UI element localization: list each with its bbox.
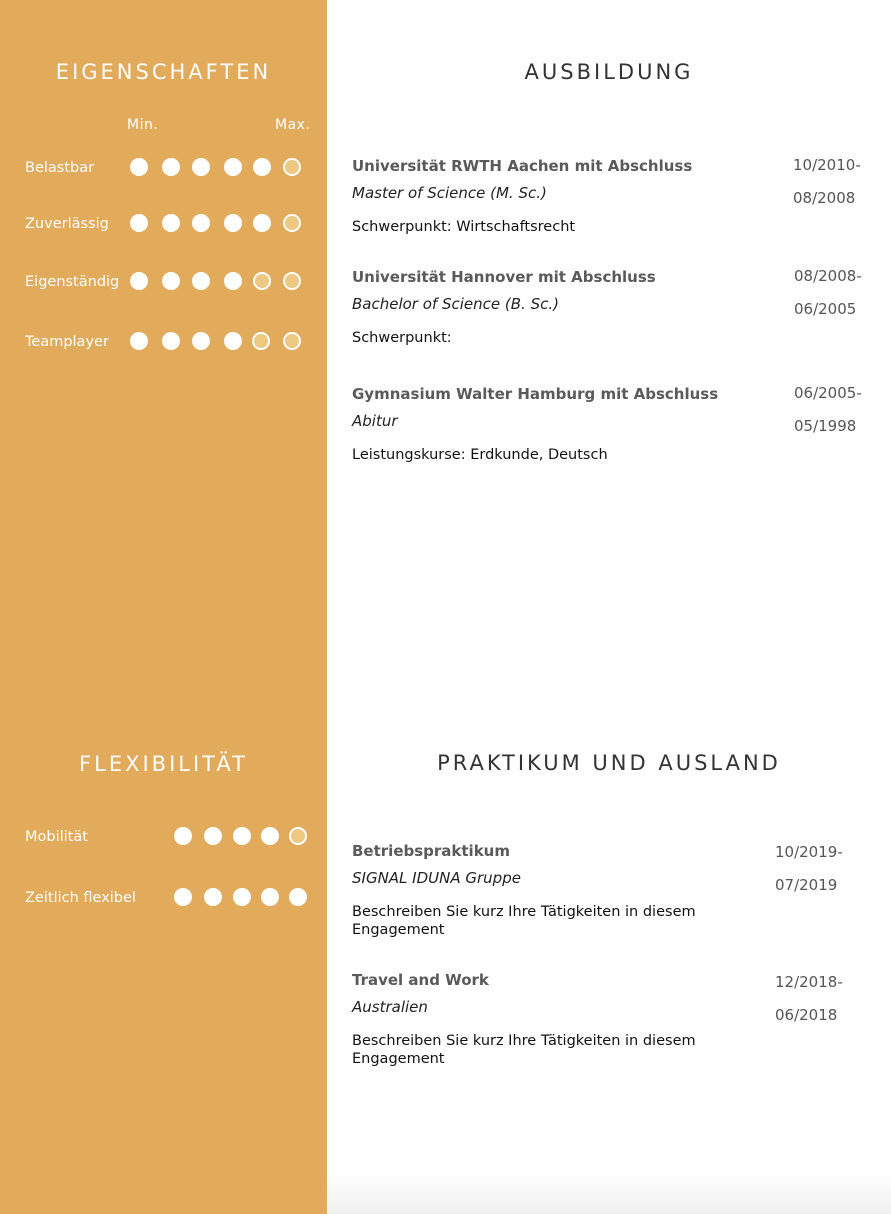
rating-dot-filled [253, 214, 271, 232]
eigenschaften-title: EIGENSCHAFTEN [55, 60, 272, 84]
rating-dot-empty [253, 272, 271, 290]
entry-title: Gymnasium Walter Hamburg mit Abschluss [352, 385, 719, 403]
entry-title: Betriebspraktikum [352, 842, 510, 860]
rating-dot-filled [261, 888, 279, 906]
education-entry [352, 385, 872, 475]
entry-date-end: 08/2008 [793, 189, 856, 207]
scale-max-label: Max. [275, 117, 311, 133]
rating-dot-filled [192, 158, 210, 176]
rating-dot-filled [130, 272, 148, 290]
rating-dot-empty [283, 272, 301, 290]
rating-dot-empty [283, 214, 301, 232]
entry-date-end: 06/2018 [775, 1006, 838, 1024]
entry-date-end: 07/2019 [775, 876, 838, 894]
entry-title: Universität Hannover mit Abschluss [352, 268, 656, 286]
rating-dot-empty [283, 332, 301, 350]
entry-subtitle: Master of Science (M. Sc.) [352, 184, 547, 202]
rating-dot-filled [192, 214, 210, 232]
entry-description: Beschreiben Sie kurz Ihre Tätigkeiten in diesem Engagement [352, 904, 696, 938]
rating-dot-filled [224, 214, 242, 232]
praktikum-title: PRAKTIKUM UND AUSLAND [437, 751, 781, 775]
entry-title: Universität RWTH Aachen mit Abschluss [352, 157, 693, 175]
skill-label: Zeitlich flexibel [25, 890, 136, 906]
skill-row-zuverlaessig [0, 214, 327, 238]
skill-label: Eigenständig [25, 274, 120, 290]
entry-description: Leistungskurse: Erdkunde, Deutsch [352, 447, 608, 463]
rating-dot-filled [204, 888, 222, 906]
rating-dot-filled [192, 332, 210, 350]
skill-row-eigenstaendig [0, 272, 327, 296]
skill-row-zeitlich-flexibel [0, 888, 327, 912]
scale-min-label: Min. [127, 117, 159, 133]
entry-subtitle: Australien [352, 998, 428, 1016]
rating-dot-filled [130, 332, 148, 350]
rating-dot-filled [130, 158, 148, 176]
rating-dot-filled [289, 888, 307, 906]
entry-description: Schwerpunkt: [352, 330, 452, 346]
skill-label: Belastbar [25, 160, 95, 176]
entry-date-start: 10/2010- [793, 156, 861, 174]
skill-label: Teamplayer [25, 334, 109, 350]
rating-dot-filled [233, 888, 251, 906]
rating-dot-filled [162, 158, 180, 176]
entry-date-start: 08/2008- [794, 267, 862, 285]
rating-dot-filled [192, 272, 210, 290]
entry-date-start: 12/2018- [775, 973, 843, 991]
entry-date-end: 05/1998 [794, 417, 857, 435]
skill-label: Zuverlässig [25, 216, 109, 232]
skill-label: Mobilität [25, 829, 88, 845]
rating-dot-filled [253, 158, 271, 176]
skill-row-teamplayer [0, 332, 327, 356]
rating-dot-filled [130, 214, 148, 232]
entry-description: Schwerpunkt: Wirtschaftsrecht [352, 219, 576, 235]
entry-subtitle: Bachelor of Science (B. Sc.) [352, 295, 559, 313]
rating-dot-empty [289, 827, 307, 845]
entry-subtitle: SIGNAL IDUNA Gruppe [352, 869, 521, 887]
rating-dot-filled [162, 332, 180, 350]
rating-dot-filled [224, 272, 242, 290]
page-bottom-fade [327, 1174, 891, 1214]
skill-row-mobilitaet [0, 827, 327, 851]
rating-dot-filled [174, 888, 192, 906]
education-entry [352, 268, 872, 358]
internship-entry [352, 842, 842, 942]
rating-dot-empty [252, 332, 270, 350]
rating-dot-filled [174, 827, 192, 845]
rating-dot-filled [204, 827, 222, 845]
rating-dot-filled [261, 827, 279, 845]
entry-title: Travel and Work [352, 971, 489, 989]
entry-date-end: 06/2005 [794, 300, 857, 318]
main-content [327, 0, 891, 1214]
entry-date-start: 10/2019- [775, 843, 843, 861]
internship-entry [352, 971, 842, 1071]
rating-dot-filled [233, 827, 251, 845]
skill-row-belastbar [0, 158, 327, 182]
rating-dot-filled [162, 272, 180, 290]
ausbildung-title: AUSBILDUNG [524, 60, 694, 84]
rating-dot-filled [224, 332, 242, 350]
entry-description: Beschreiben Sie kurz Ihre Tätigkeiten in diesem Engagement [352, 1033, 696, 1067]
rating-dot-filled [162, 214, 180, 232]
entry-date-start: 06/2005- [794, 384, 862, 402]
rating-dot-filled [224, 158, 242, 176]
rating-dot-empty [283, 158, 301, 176]
sidebar [0, 0, 327, 1214]
entry-subtitle: Abitur [352, 412, 398, 430]
education-entry [352, 157, 872, 247]
flexibilitaet-title: FLEXIBILITÄT [79, 752, 248, 776]
